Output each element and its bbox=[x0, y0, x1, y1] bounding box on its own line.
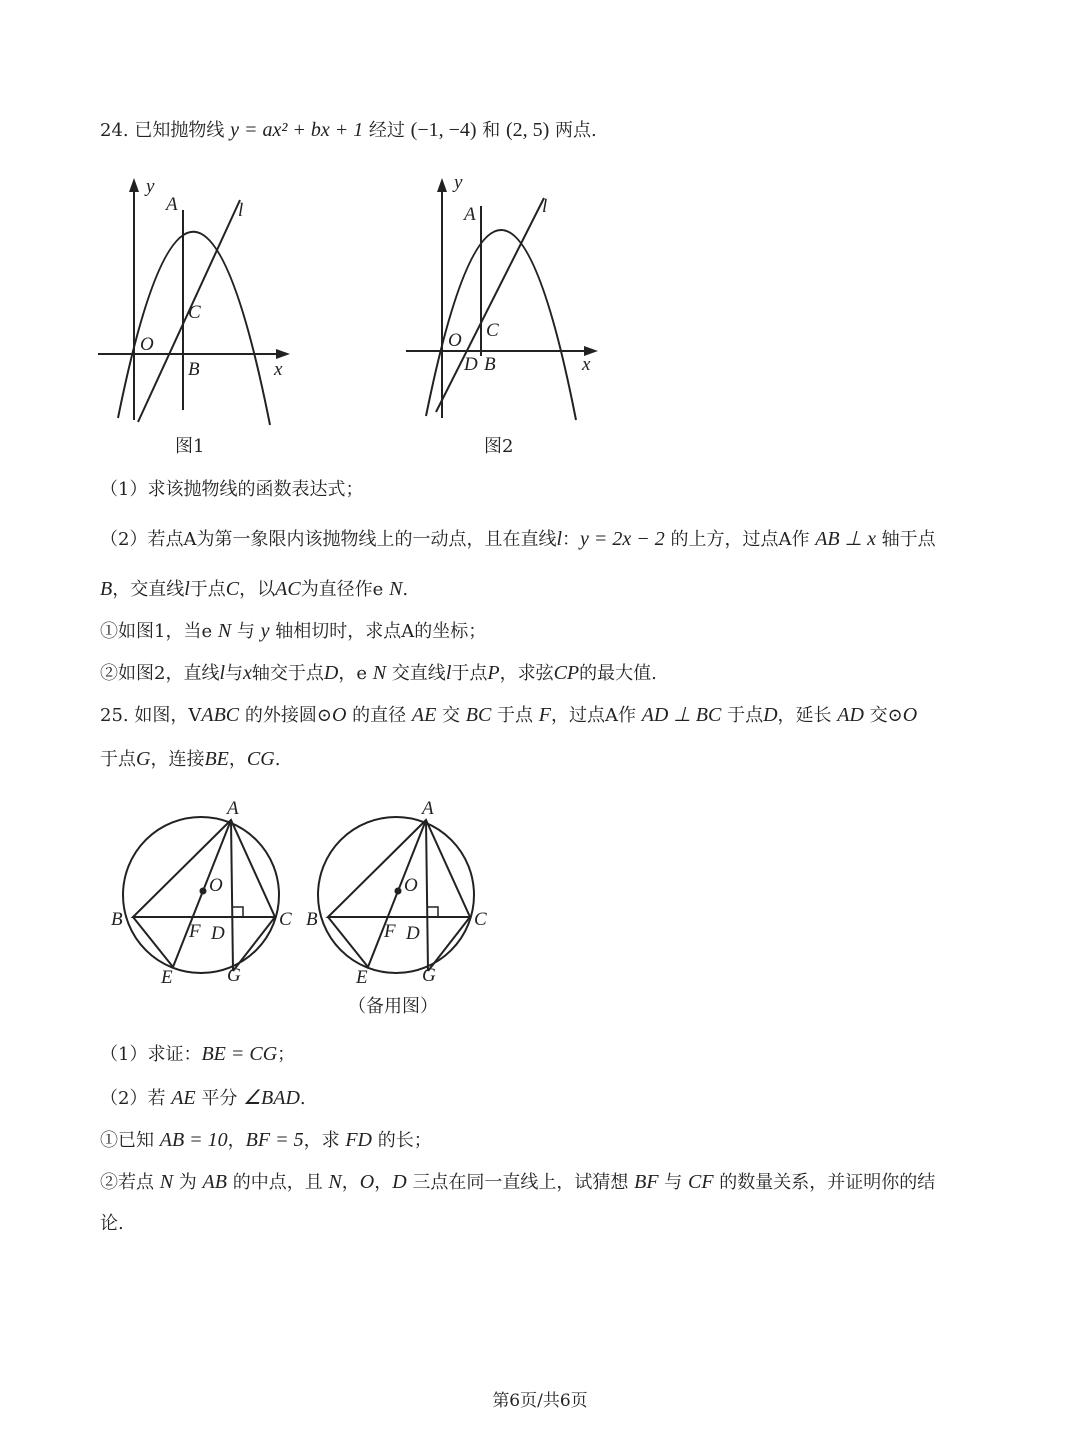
fig2-label-x: x bbox=[582, 354, 591, 375]
q24-part-2-cont: B，交直线l于点C，以AC为直径作e N. bbox=[100, 578, 409, 600]
q25-part-2: （2）若 AE 平分 ∠BAD. bbox=[100, 1087, 306, 1109]
spare-label-a: A bbox=[422, 798, 434, 819]
q24-part-2-2: ②如图2，直线l与x轴交于点D，e N 交直线l于点P，求弦CP的最大值. bbox=[100, 662, 657, 684]
q25-part-2-2: ②若点 N 为 AB 的中点，且 N，O，D 三点在同一直线上，试猜想 BF 与 CF 的数量关系，并证明你的结 bbox=[100, 1171, 936, 1193]
fig2-label-o: O bbox=[448, 330, 462, 351]
point-2: (2, 5) bbox=[506, 119, 550, 141]
circle-figure-main bbox=[105, 795, 305, 995]
q25-part-2-2-cont: 论. bbox=[100, 1213, 124, 1234]
spare-right-angle-mark bbox=[428, 907, 438, 917]
label-g: G bbox=[227, 965, 241, 986]
fig2-label-b: B bbox=[484, 354, 496, 375]
page-footer: 第6页/共6页 bbox=[492, 1391, 588, 1411]
fig1-label-a: A bbox=[166, 194, 178, 215]
fig2-parabola bbox=[426, 230, 576, 420]
q25-part-2-1: ①已知 AB = 10，BF = 5，求 FD 的长； bbox=[100, 1129, 432, 1151]
fig1-label-b: B bbox=[188, 359, 200, 380]
fig1-x-arrow bbox=[276, 349, 290, 359]
fig1-label-o: O bbox=[140, 334, 154, 355]
label-b: B bbox=[111, 909, 123, 930]
figure-1 bbox=[90, 170, 310, 460]
q25-statement-cont: 于点G，连接BE，CG. bbox=[100, 748, 281, 770]
fig1-y-arrow bbox=[129, 178, 139, 192]
q24-part-1: （1）求该抛物线的函数表达式； bbox=[100, 479, 364, 500]
spare-center-point bbox=[395, 888, 402, 895]
q24-part-2: （2）若点A为第一象限内该抛物线上的一动点，且在直线l：y = 2x − 2 的上方，过点A作 AB ⊥ x 轴于点 bbox=[100, 528, 936, 550]
spare-altitude-ag bbox=[426, 820, 428, 971]
point-1: (−1, −4) bbox=[410, 119, 477, 141]
q24-statement: 24. 已知抛物线 y = ax² + bx + 1 经过 (−1, −4) 和 (2, 5) 两点. bbox=[100, 119, 597, 141]
spare-segment-cg bbox=[428, 917, 470, 971]
spare-label-e: E bbox=[356, 967, 368, 988]
triangle-abc bbox=[133, 820, 275, 917]
q24-part-2-1: ①如图1，当e N 与 y 轴相切时，求点A的坐标； bbox=[100, 620, 487, 642]
spare-label-b: B bbox=[306, 909, 318, 930]
q25-part-1: （1）求证：BE = CG； bbox=[100, 1043, 296, 1065]
segment-cg bbox=[233, 917, 275, 971]
spare-label-g: G bbox=[422, 965, 436, 986]
spare-label-f: F bbox=[384, 921, 396, 942]
spare-label-c: C bbox=[474, 909, 487, 930]
label-d: D bbox=[211, 923, 225, 944]
spare-figure-caption: （备用图） bbox=[348, 996, 438, 1017]
parabola-equation: y = ax² + bx + 1 bbox=[230, 119, 364, 141]
fig2-label-d: D bbox=[464, 354, 478, 375]
line-l-equation: y = 2x − 2 bbox=[580, 528, 665, 550]
center-point bbox=[200, 888, 207, 895]
fig2-label-c: C bbox=[486, 320, 499, 341]
label-f: F bbox=[189, 921, 201, 942]
label-c: C bbox=[279, 909, 292, 930]
circle-figure-spare bbox=[300, 795, 500, 995]
right-angle-mark bbox=[233, 907, 243, 917]
q25-statement: 25. 如图，VABC 的外接圆⊙O 的直径 AE 交 BC 于点 F，过点A作 AD ⊥ BC 于点D，延长 AD 交⊙O bbox=[100, 704, 918, 726]
spare-triangle-abc bbox=[328, 820, 470, 917]
fig1-label-y: y bbox=[146, 176, 155, 197]
fig1-label-l: l bbox=[238, 200, 244, 221]
label-e: E bbox=[161, 967, 173, 988]
fig2-y-arrow bbox=[437, 178, 447, 192]
fig1-parabola bbox=[118, 232, 270, 425]
fig2-label-a: A bbox=[464, 204, 476, 225]
altitude-ag bbox=[231, 820, 233, 971]
fig2-label-l: l bbox=[542, 196, 548, 217]
fig1-label-x: x bbox=[274, 359, 283, 380]
spare-label-d: D bbox=[406, 923, 420, 944]
figure-2 bbox=[398, 170, 618, 460]
spare-label-o: O bbox=[404, 875, 418, 896]
label-o: O bbox=[209, 875, 223, 896]
fig2-caption: 图2 bbox=[484, 436, 514, 457]
fig2-line-l bbox=[436, 198, 544, 412]
fig1-caption: 图1 bbox=[175, 436, 205, 457]
fig2-label-y: y bbox=[454, 172, 463, 193]
label-a: A bbox=[227, 798, 239, 819]
fig1-label-c: C bbox=[188, 302, 201, 323]
